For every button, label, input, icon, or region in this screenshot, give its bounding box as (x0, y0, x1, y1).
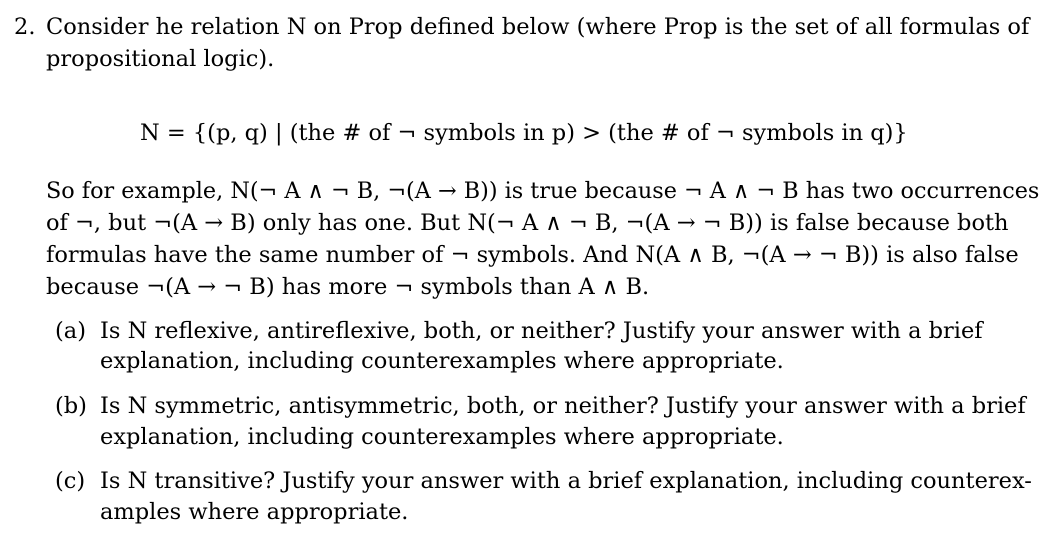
part-b-line-2: explanation, including counterexamples where appropriate. (100, 424, 784, 450)
part-a-line-1: Is N reflexive, antireflexive, both, or neither? Justify your answer with a brief (100, 318, 983, 344)
part-a-label: (a) (55, 318, 86, 344)
part-c-line-1: Is N transitive? Justify your answer with a brief explanation, including counterex- (100, 468, 1032, 494)
example-line-3: formulas have the same number of ¬ symbols. And N(A ∧ B, ¬(A → ¬ B)) is also false (46, 242, 1019, 268)
intro-line-2: propositional logic). (46, 46, 275, 72)
example-line-2: of ¬, but ¬(A → B) only has one. But N(¬ A ∧ ¬ B, ¬(A → ¬ B)) is false because both (46, 210, 1009, 236)
part-c-label: (c) (55, 468, 86, 494)
example-line-1: So for example, N(¬ A ∧ ¬ B, ¬(A → B)) is true because ¬ A ∧ ¬ B has two occurrences (46, 178, 1040, 204)
relation-definition: N = {(p, q) | (the # of ¬ symbols in p) > (the # of ¬ symbols in q)} (140, 120, 908, 146)
part-c-line-2: amples where appropriate. (100, 499, 409, 525)
intro-line-1: Consider he relation N on Prop defined below (where Prop is the set of all formulas of (46, 14, 1030, 40)
part-b-line-1: Is N symmetric, antisymmetric, both, or neither? Justify your answer with a brief (100, 393, 1026, 419)
problem-number: 2. (14, 14, 36, 40)
example-line-4: because ¬(A → ¬ B) has more ¬ symbols than A ∧ B. (46, 274, 650, 300)
part-b-label: (b) (55, 393, 87, 419)
part-a-line-2: explanation, including counterexamples where appropriate. (100, 348, 784, 374)
